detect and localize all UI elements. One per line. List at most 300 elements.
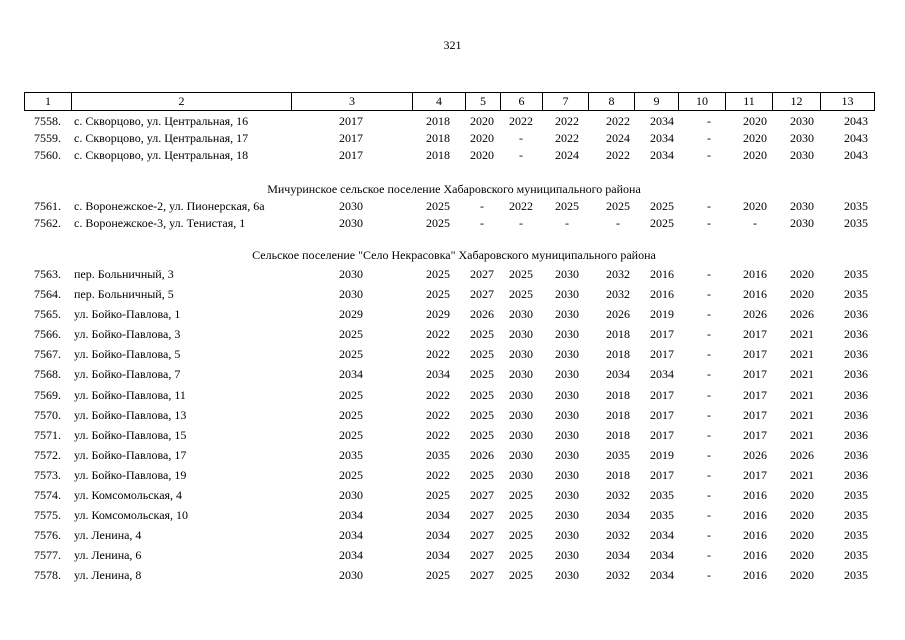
row-cell-c5: 2027 (470, 528, 494, 543)
row-cell-c9: 2017 (650, 427, 674, 442)
row-cell-c11: 2016 (743, 528, 767, 543)
row-cell-c10: - (707, 287, 711, 302)
column-header-3: 3 (292, 93, 413, 111)
row-cell-c5: - (480, 216, 484, 231)
row-cell-c7: 2030 (555, 327, 579, 342)
row-cell-c10: - (707, 307, 711, 322)
row-cell-c13: 2035 (844, 216, 868, 231)
row-cell-c9: 2034 (650, 114, 674, 128)
row-cell-c13: 2036 (844, 427, 868, 442)
row-cell-c10: - (707, 528, 711, 543)
row-cell-c13: 2035 (844, 266, 868, 281)
row-cell-c8: 2024 (606, 130, 630, 145)
row-cell-c3: 2017 (339, 130, 363, 145)
row-cell-c9: 2034 (650, 147, 674, 162)
row-address: ул. Бойко-Павлова, 7 (74, 367, 181, 382)
column-header-4: 4 (413, 93, 466, 111)
row-cell-c10: - (707, 130, 711, 145)
row-number: 7570. (34, 407, 61, 422)
row-number: 7560. (34, 147, 61, 162)
row-cell-c9: 2034 (650, 367, 674, 382)
row-cell-c10: - (707, 488, 711, 503)
row-cell-c12: 2030 (790, 216, 814, 231)
column-header-7: 7 (543, 93, 589, 111)
row-cell-c11: 2016 (743, 548, 767, 563)
row-cell-c12: 2026 (790, 307, 814, 322)
row-cell-c4: 2025 (426, 266, 450, 281)
row-cell-c5: - (480, 199, 484, 214)
table-row (24, 364, 884, 384)
row-cell-c12: 2030 (790, 147, 814, 162)
row-cell-c9: 2034 (650, 528, 674, 543)
row-address: ул. Ленина, 4 (74, 528, 142, 543)
row-address: ул. Бойко-Павлова, 5 (74, 347, 181, 362)
table-row (24, 113, 884, 130)
table-row (24, 215, 884, 232)
row-cell-c5: 2025 (470, 367, 494, 382)
row-cell-c8: 2032 (606, 287, 630, 302)
row-cell-c6: 2030 (509, 347, 533, 362)
row-address: ул. Бойко-Павлова, 15 (74, 427, 187, 442)
row-cell-c12: 2021 (790, 427, 814, 442)
row-cell-c13: 2036 (844, 307, 868, 322)
row-cell-c8: 2032 (606, 266, 630, 281)
column-header-row (25, 93, 875, 111)
row-cell-c11: 2016 (743, 266, 767, 281)
column-header-6: 6 (501, 93, 543, 111)
row-cell-c13: 2036 (844, 367, 868, 382)
row-cell-c13: 2036 (844, 327, 868, 342)
row-cell-c3: 2025 (339, 467, 363, 482)
table-body (24, 113, 884, 585)
row-address: ул. Комсомольская, 10 (74, 508, 189, 523)
row-cell-c5: 2027 (470, 287, 494, 302)
row-address: ул. Бойко-Павлова, 1 (74, 307, 181, 322)
row-cell-c11: 2020 (743, 147, 767, 162)
row-cell-c13: 2036 (844, 387, 868, 402)
row-cell-c3: 2030 (339, 266, 363, 281)
row-cell-c4: 2034 (426, 548, 450, 563)
row-cell-c3: 2030 (339, 216, 363, 231)
table-row (24, 525, 884, 545)
row-cell-c6: 2025 (509, 548, 533, 563)
column-header-10: 10 (679, 93, 726, 111)
section-2-rows (24, 198, 884, 232)
column-header-8: 8 (589, 93, 635, 111)
row-cell-c6: 2025 (509, 266, 533, 281)
column-header-9: 9 (635, 93, 679, 111)
row-cell-c8: - (616, 216, 620, 231)
row-cell-c9: 2035 (650, 508, 674, 523)
row-cell-c9: 2016 (650, 287, 674, 302)
row-cell-c13: 2035 (844, 199, 868, 214)
table-row (24, 385, 884, 405)
row-cell-c11: 2016 (743, 508, 767, 523)
row-cell-c8: 2032 (606, 568, 630, 583)
row-cell-c9: 2035 (650, 488, 674, 503)
row-cell-c8: 2026 (606, 307, 630, 322)
row-cell-c5: 2025 (470, 327, 494, 342)
row-cell-c7: 2030 (555, 508, 579, 523)
row-cell-c6: - (519, 130, 523, 145)
row-cell-c5: 2027 (470, 548, 494, 563)
row-cell-c12: 2020 (790, 287, 814, 302)
row-cell-c9: 2017 (650, 467, 674, 482)
row-cell-c4: 2022 (426, 387, 450, 402)
row-address: с. Скворцово, ул. Центральная, 16 (74, 114, 249, 128)
row-cell-c6: 2022 (509, 199, 533, 214)
row-cell-c7: - (565, 216, 569, 231)
row-cell-c11: 2016 (743, 568, 767, 583)
row-address: ул. Бойко-Павлова, 17 (74, 447, 187, 462)
row-cell-c7: 2024 (555, 147, 579, 162)
row-cell-c6: 2030 (509, 467, 533, 482)
row-cell-c9: 2019 (650, 447, 674, 462)
row-address: с. Воронежское-2, ул. Пионерская, 6а (74, 199, 265, 214)
row-cell-c8: 2034 (606, 367, 630, 382)
row-address: с. Скворцово, ул. Центральная, 18 (74, 147, 249, 162)
row-address: ул. Бойко-Павлова, 13 (74, 407, 187, 422)
row-cell-c13: 2035 (844, 528, 868, 543)
row-number: 7559. (34, 130, 61, 145)
row-cell-c6: 2030 (509, 407, 533, 422)
row-cell-c5: 2025 (470, 467, 494, 482)
row-cell-c11: 2016 (743, 488, 767, 503)
row-cell-c6: 2030 (509, 447, 533, 462)
row-cell-c12: 2020 (790, 508, 814, 523)
row-cell-c5: 2020 (470, 147, 494, 162)
row-cell-c5: 2026 (470, 307, 494, 322)
row-cell-c5: 2025 (470, 427, 494, 442)
row-cell-c3: 2034 (339, 367, 363, 382)
column-header-5: 5 (466, 93, 501, 111)
row-cell-c11: 2020 (743, 130, 767, 145)
row-cell-c11: 2017 (743, 407, 767, 422)
row-address: с. Скворцово, ул. Центральная, 17 (74, 130, 249, 145)
row-number: 7572. (34, 447, 61, 462)
row-number: 7578. (34, 568, 61, 583)
row-cell-c5: 2025 (470, 387, 494, 402)
row-cell-c9: 2019 (650, 307, 674, 322)
row-cell-c10: - (707, 508, 711, 523)
row-cell-c4: 2022 (426, 407, 450, 422)
row-cell-c4: 2025 (426, 199, 450, 214)
row-cell-c3: 2035 (339, 447, 363, 462)
row-cell-c9: 2017 (650, 387, 674, 402)
row-cell-c10: - (707, 467, 711, 482)
row-cell-c13: 2036 (844, 347, 868, 362)
row-cell-c10: - (707, 367, 711, 382)
row-cell-c6: 2030 (509, 307, 533, 322)
row-cell-c13: 2036 (844, 407, 868, 422)
row-cell-c12: 2020 (790, 528, 814, 543)
row-cell-c4: 2018 (426, 130, 450, 145)
row-cell-c13: 2035 (844, 508, 868, 523)
row-cell-c11: - (753, 216, 757, 231)
row-cell-c12: 2020 (790, 548, 814, 563)
row-address: ул. Бойко-Павлова, 3 (74, 327, 181, 342)
column-header-table (24, 92, 875, 111)
row-cell-c3: 2025 (339, 427, 363, 442)
table-row (24, 545, 884, 565)
row-cell-c13: 2043 (844, 147, 868, 162)
row-cell-c5: 2027 (470, 266, 494, 281)
row-cell-c7: 2030 (555, 407, 579, 422)
row-cell-c9: 2017 (650, 407, 674, 422)
section-title-michurinskoe: Мичуринское сельское поселение Хабаровского муниципального района (267, 182, 641, 197)
row-number: 7562. (34, 216, 61, 231)
row-cell-c4: 2025 (426, 568, 450, 583)
row-cell-c13: 2035 (844, 548, 868, 563)
row-cell-c8: 2018 (606, 327, 630, 342)
row-address: ул. Ленина, 6 (74, 548, 142, 563)
row-cell-c3: 2034 (339, 508, 363, 523)
table-row (24, 465, 884, 485)
row-cell-c7: 2030 (555, 307, 579, 322)
row-cell-c11: 2017 (743, 427, 767, 442)
table-row (24, 485, 884, 505)
column-header-13: 13 (821, 93, 875, 111)
row-cell-c3: 2029 (339, 307, 363, 322)
row-cell-c8: 2035 (606, 447, 630, 462)
table-row (24, 284, 884, 304)
row-cell-c12: 2021 (790, 387, 814, 402)
row-cell-c5: 2026 (470, 447, 494, 462)
row-cell-c7: 2030 (555, 427, 579, 442)
row-cell-c7: 2030 (555, 548, 579, 563)
row-address: ул. Ленина, 8 (74, 568, 142, 583)
row-cell-c13: 2043 (844, 130, 868, 145)
row-cell-c6: 2022 (509, 114, 533, 128)
row-cell-c4: 2029 (426, 307, 450, 322)
row-cell-c9: 2025 (650, 199, 674, 214)
column-header-12: 12 (773, 93, 821, 111)
row-cell-c8: 2022 (606, 147, 630, 162)
row-cell-c9: 2017 (650, 347, 674, 362)
row-cell-c3: 2030 (339, 199, 363, 214)
row-cell-c5: 2020 (470, 130, 494, 145)
row-cell-c7: 2022 (555, 114, 579, 128)
row-cell-c4: 2025 (426, 488, 450, 503)
table-row (24, 505, 884, 525)
row-cell-c7: 2025 (555, 199, 579, 214)
column-header-2: 2 (72, 93, 292, 111)
page-number: 321 (443, 38, 462, 52)
row-cell-c8: 2018 (606, 407, 630, 422)
row-cell-c9: 2034 (650, 548, 674, 563)
row-cell-c5: 2027 (470, 508, 494, 523)
row-cell-c7: 2030 (555, 287, 579, 302)
row-cell-c11: 2026 (743, 307, 767, 322)
table-row (24, 130, 884, 147)
row-number: 7565. (34, 307, 61, 322)
row-cell-c4: 2022 (426, 427, 450, 442)
row-cell-c10: - (707, 147, 711, 162)
row-cell-c11: 2020 (743, 114, 767, 128)
row-cell-c9: 2017 (650, 327, 674, 342)
row-cell-c7: 2030 (555, 447, 579, 462)
row-cell-c5: 2027 (470, 488, 494, 503)
row-cell-c4: 2022 (426, 467, 450, 482)
row-cell-c7: 2030 (555, 568, 579, 583)
row-cell-c13: 2036 (844, 467, 868, 482)
row-cell-c11: 2017 (743, 387, 767, 402)
row-cell-c10: - (707, 347, 711, 362)
section-1-rows (24, 113, 884, 163)
row-cell-c10: - (707, 266, 711, 281)
table-row (24, 304, 884, 324)
row-cell-c6: 2025 (509, 287, 533, 302)
row-address: с. Воронежское-3, ул. Тенистая, 1 (74, 216, 246, 231)
row-cell-c11: 2026 (743, 447, 767, 462)
row-number: 7575. (34, 508, 61, 523)
row-cell-c13: 2035 (844, 287, 868, 302)
row-cell-c3: 2025 (339, 347, 363, 362)
column-header-1: 1 (25, 93, 72, 111)
row-cell-c6: 2030 (509, 387, 533, 402)
row-cell-c12: 2021 (790, 467, 814, 482)
row-cell-c4: 2022 (426, 347, 450, 362)
table-row (24, 405, 884, 425)
row-address: ул. Бойко-Павлова, 11 (74, 387, 186, 402)
row-cell-c4: 2034 (426, 528, 450, 543)
row-cell-c11: 2017 (743, 327, 767, 342)
row-cell-c10: - (707, 447, 711, 462)
row-cell-c10: - (707, 568, 711, 583)
row-cell-c3: 2030 (339, 568, 363, 583)
row-cell-c11: 2020 (743, 199, 767, 214)
row-address: пер. Больничный, 5 (74, 287, 174, 302)
row-cell-c9: 2016 (650, 266, 674, 281)
row-cell-c5: 2025 (470, 407, 494, 422)
row-cell-c4: 2025 (426, 216, 450, 231)
row-cell-c8: 2018 (606, 347, 630, 362)
row-cell-c6: - (519, 216, 523, 231)
row-cell-c5: 2020 (470, 114, 494, 128)
row-cell-c12: 2021 (790, 327, 814, 342)
row-number: 7564. (34, 287, 61, 302)
row-cell-c8: 2032 (606, 528, 630, 543)
column-header-11: 11 (726, 93, 773, 111)
table-row (24, 425, 884, 445)
section-3-rows (24, 264, 884, 586)
row-number: 7574. (34, 488, 61, 503)
row-cell-c6: 2030 (509, 427, 533, 442)
row-cell-c10: - (707, 548, 711, 563)
row-cell-c5: 2027 (470, 568, 494, 583)
row-cell-c6: 2030 (509, 367, 533, 382)
row-cell-c7: 2030 (555, 367, 579, 382)
row-cell-c7: 2030 (555, 488, 579, 503)
row-address: ул. Комсомольская, 4 (74, 488, 183, 503)
row-cell-c13: 2035 (844, 488, 868, 503)
row-cell-c7: 2030 (555, 387, 579, 402)
row-cell-c8: 2018 (606, 467, 630, 482)
table-row (24, 445, 884, 465)
row-cell-c7: 2030 (555, 347, 579, 362)
row-cell-c6: 2025 (509, 568, 533, 583)
row-cell-c10: - (707, 327, 711, 342)
row-cell-c3: 2017 (339, 147, 363, 162)
row-cell-c3: 2025 (339, 327, 363, 342)
row-cell-c12: 2030 (790, 114, 814, 128)
row-cell-c10: - (707, 199, 711, 214)
row-cell-c9: 2025 (650, 216, 674, 231)
row-cell-c10: - (707, 387, 711, 402)
row-number: 7576. (34, 528, 61, 543)
row-cell-c3: 2025 (339, 387, 363, 402)
row-cell-c10: - (707, 407, 711, 422)
row-cell-c3: 2034 (339, 528, 363, 543)
row-number: 7568. (34, 367, 61, 382)
row-cell-c4: 2018 (426, 147, 450, 162)
row-cell-c9: 2034 (650, 568, 674, 583)
row-cell-c10: - (707, 427, 711, 442)
row-cell-c4: 2035 (426, 447, 450, 462)
row-cell-c8: 2032 (606, 488, 630, 503)
table-row (24, 264, 884, 284)
table-row (24, 344, 884, 364)
row-cell-c11: 2017 (743, 367, 767, 382)
row-cell-c3: 2030 (339, 488, 363, 503)
row-address: ул. Бойко-Павлова, 19 (74, 467, 187, 482)
row-cell-c5: 2025 (470, 347, 494, 362)
table-row (24, 565, 884, 585)
row-cell-c4: 2018 (426, 114, 450, 128)
row-cell-c13: 2043 (844, 114, 868, 128)
row-cell-c12: 2020 (790, 266, 814, 281)
row-cell-c8: 2034 (606, 508, 630, 523)
row-number: 7569. (34, 387, 61, 402)
row-cell-c6: 2030 (509, 327, 533, 342)
table-row (24, 147, 884, 164)
row-cell-c8: 2022 (606, 114, 630, 128)
row-number: 7563. (34, 266, 61, 281)
row-cell-c12: 2030 (790, 199, 814, 214)
row-cell-c6: 2025 (509, 508, 533, 523)
row-cell-c12: 2021 (790, 347, 814, 362)
row-cell-c3: 2034 (339, 548, 363, 563)
row-cell-c12: 2020 (790, 488, 814, 503)
row-cell-c12: 2030 (790, 130, 814, 145)
row-cell-c8: 2034 (606, 548, 630, 563)
row-cell-c11: 2017 (743, 467, 767, 482)
row-cell-c7: 2030 (555, 266, 579, 281)
row-number: 7558. (34, 114, 61, 128)
row-cell-c4: 2034 (426, 508, 450, 523)
row-cell-c13: 2035 (844, 568, 868, 583)
row-address: пер. Больничный, 3 (74, 266, 174, 281)
section-title-nekrasovka: Сельское поселение "Село Некрасовка" Хабаровского муниципального района (252, 247, 656, 262)
row-number: 7571. (34, 427, 61, 442)
row-cell-c12: 2026 (790, 447, 814, 462)
row-cell-c12: 2021 (790, 407, 814, 422)
row-cell-c4: 2034 (426, 367, 450, 382)
row-cell-c3: 2025 (339, 407, 363, 422)
row-number: 7561. (34, 199, 61, 214)
row-cell-c7: 2022 (555, 130, 579, 145)
row-cell-c7: 2030 (555, 528, 579, 543)
row-cell-c3: 2030 (339, 287, 363, 302)
row-cell-c6: - (519, 147, 523, 162)
row-cell-c7: 2030 (555, 467, 579, 482)
row-cell-c12: 2021 (790, 367, 814, 382)
table-row (24, 324, 884, 344)
row-cell-c10: - (707, 216, 711, 231)
table-row (24, 198, 884, 215)
row-cell-c12: 2020 (790, 568, 814, 583)
row-cell-c3: 2017 (339, 114, 363, 128)
